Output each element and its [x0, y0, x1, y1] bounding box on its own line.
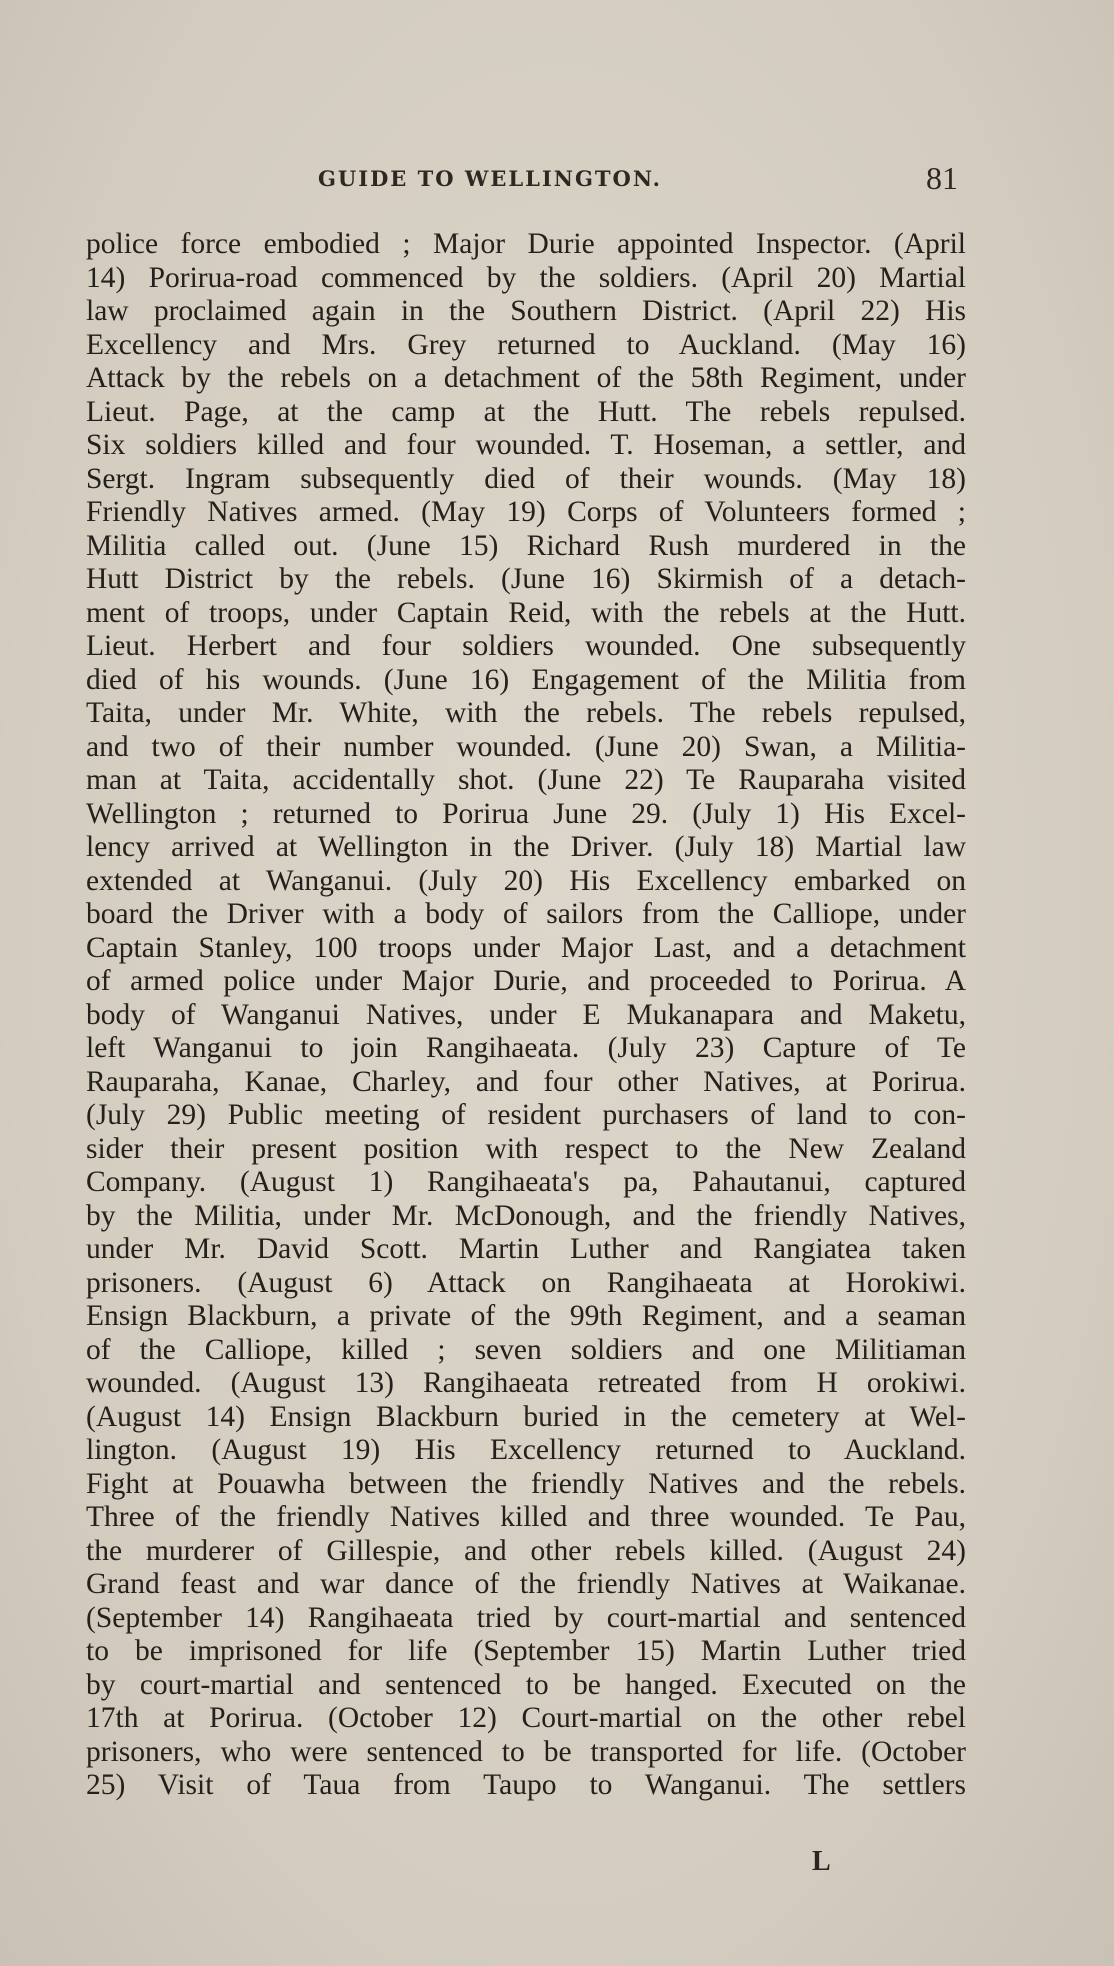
text-line: board the Driver with a body of sailors from the Calliope, under: [86, 898, 966, 930]
text-line: under Mr. David Scott. Martin Luther and Rangiatea taken: [86, 1233, 966, 1265]
text-line: to be imprisoned for life (September 15) Martin Luther tried: [86, 1635, 966, 1667]
text-line: Three of the friendly Natives killed and three wounded. Te Pau,: [86, 1501, 966, 1533]
text-line: ment of troops, under Captain Reid, with the rebels at the Hutt.: [86, 596, 966, 629]
running-head: GUIDE TO WELLINGTON.: [318, 166, 662, 191]
body-text: [86, 228, 966, 1803]
text-line: by court-martial and sentenced to be hanged. Executed on the: [86, 1668, 966, 1701]
text-line: body of Wanganui Natives, under E Mukanapara and Maketu,: [86, 998, 966, 1031]
text-line: 17th at Porirua. (October 12) Court-martial on the other rebel: [86, 1702, 966, 1734]
page-number: 81: [926, 160, 958, 196]
text-line: Militia called out. (June 15) Richard Rush murdered in the: [86, 529, 966, 562]
text-line: of armed police under Major Durie, and proceeded to Porirua. A: [86, 965, 966, 997]
text-line: lency arrived at Wellington in the Driver. (July 18) Martial law: [86, 831, 966, 863]
text-line: Lieut. Page, at the camp at the Hutt. The rebels repulsed.: [86, 395, 966, 428]
text-line: and two of their number wounded. (June 20) Swan, a Militia-: [86, 730, 966, 763]
text-line: Excellency and Mrs. Grey returned to Auckland. (May 16): [86, 328, 966, 361]
text-line: Hutt District by the rebels. (June 16) Skirmish of a detach-: [86, 563, 966, 595]
text-line: police force embodied ; Major Durie appointed Inspector. (April: [86, 228, 966, 260]
text-line: law proclaimed again in the Southern District. (April 22) His: [86, 295, 966, 327]
text-line: Fight at Pouawha between the friendly Natives and the rebels.: [86, 1467, 966, 1500]
text-line: prisoners, who were sentenced to be transported for life. (October: [86, 1735, 966, 1768]
text-line: Friendly Natives armed. (May 19) Corps of Volunteers formed ;: [86, 496, 966, 528]
text-line: sider their present position with respect to the New Zealand: [86, 1132, 966, 1165]
text-line: wounded. (August 13) Rangihaeata retreated from H orokiwi.: [86, 1367, 966, 1399]
text-line: (September 14) Rangihaeata tried by court-martial and sentenced: [86, 1601, 966, 1634]
text-line: Ensign Blackburn, a private of the 99th Regiment, and a seaman: [86, 1300, 966, 1332]
text-line: died of his wounds. (June 16) Engagement of the Militia from: [86, 663, 966, 696]
text-line: man at Taita, accidentally shot. (June 22) Te Rauparaha visited: [86, 764, 966, 796]
text-line: (July 29) Public meeting of resident purchasers of land to con-: [86, 1099, 966, 1131]
signature-mark: L: [812, 1846, 831, 1877]
text-line: Captain Stanley, 100 troops under Major Last, and a detachment: [86, 931, 966, 964]
text-line: by the Militia, under Mr. McDonough, and the friendly Natives,: [86, 1199, 966, 1232]
text-line: Six soldiers killed and four wounded. T. Hoseman, a settler, and: [86, 429, 966, 461]
text-line: Wellington ; returned to Porirua June 29. (July 1) His Excel-: [86, 797, 966, 830]
text-line: Lieut. Herbert and four soldiers wounded. One subsequently: [86, 630, 966, 662]
text-line: Rauparaha, Kanae, Charley, and four other Natives, at Porirua.: [86, 1065, 966, 1098]
text-line: 14) Porirua-road commenced by the soldiers. (April 20) Martial: [86, 261, 966, 294]
text-line: Grand feast and war dance of the friendly Natives at Waikanae.: [86, 1568, 966, 1600]
text-line: left Wanganui to join Rangihaeata. (July 23) Capture of Te: [86, 1032, 966, 1064]
text-line: of the Calliope, killed ; seven soldiers and one Militiaman: [86, 1333, 966, 1366]
page-header: [318, 160, 958, 206]
text-line: Attack by the rebels on a detachment of the 58th Regiment, under: [86, 362, 966, 394]
text-line: the murderer of Gillespie, and other rebels killed. (August 24): [86, 1534, 966, 1567]
text-line: Taita, under Mr. White, with the rebels. The rebels repulsed,: [86, 697, 966, 729]
text-line: prisoners. (August 6) Attack on Rangihaeata at Horokiwi.: [86, 1266, 966, 1299]
text-line: lington. (August 19) His Excellency returned to Auckland.: [86, 1434, 966, 1466]
text-line: 25) Visit of Taua from Taupo to Wanganui. The settlers: [86, 1769, 966, 1801]
text-line: Sergt. Ingram subsequently died of their wounds. (May 18): [86, 462, 966, 495]
text-line: extended at Wanganui. (July 20) His Excellency embarked on: [86, 864, 966, 897]
text-line: (August 14) Ensign Blackburn buried in the cemetery at Wel-: [86, 1400, 966, 1433]
text-line: Company. (August 1) Rangihaeata's pa, Pahautanui, captured: [86, 1166, 966, 1198]
